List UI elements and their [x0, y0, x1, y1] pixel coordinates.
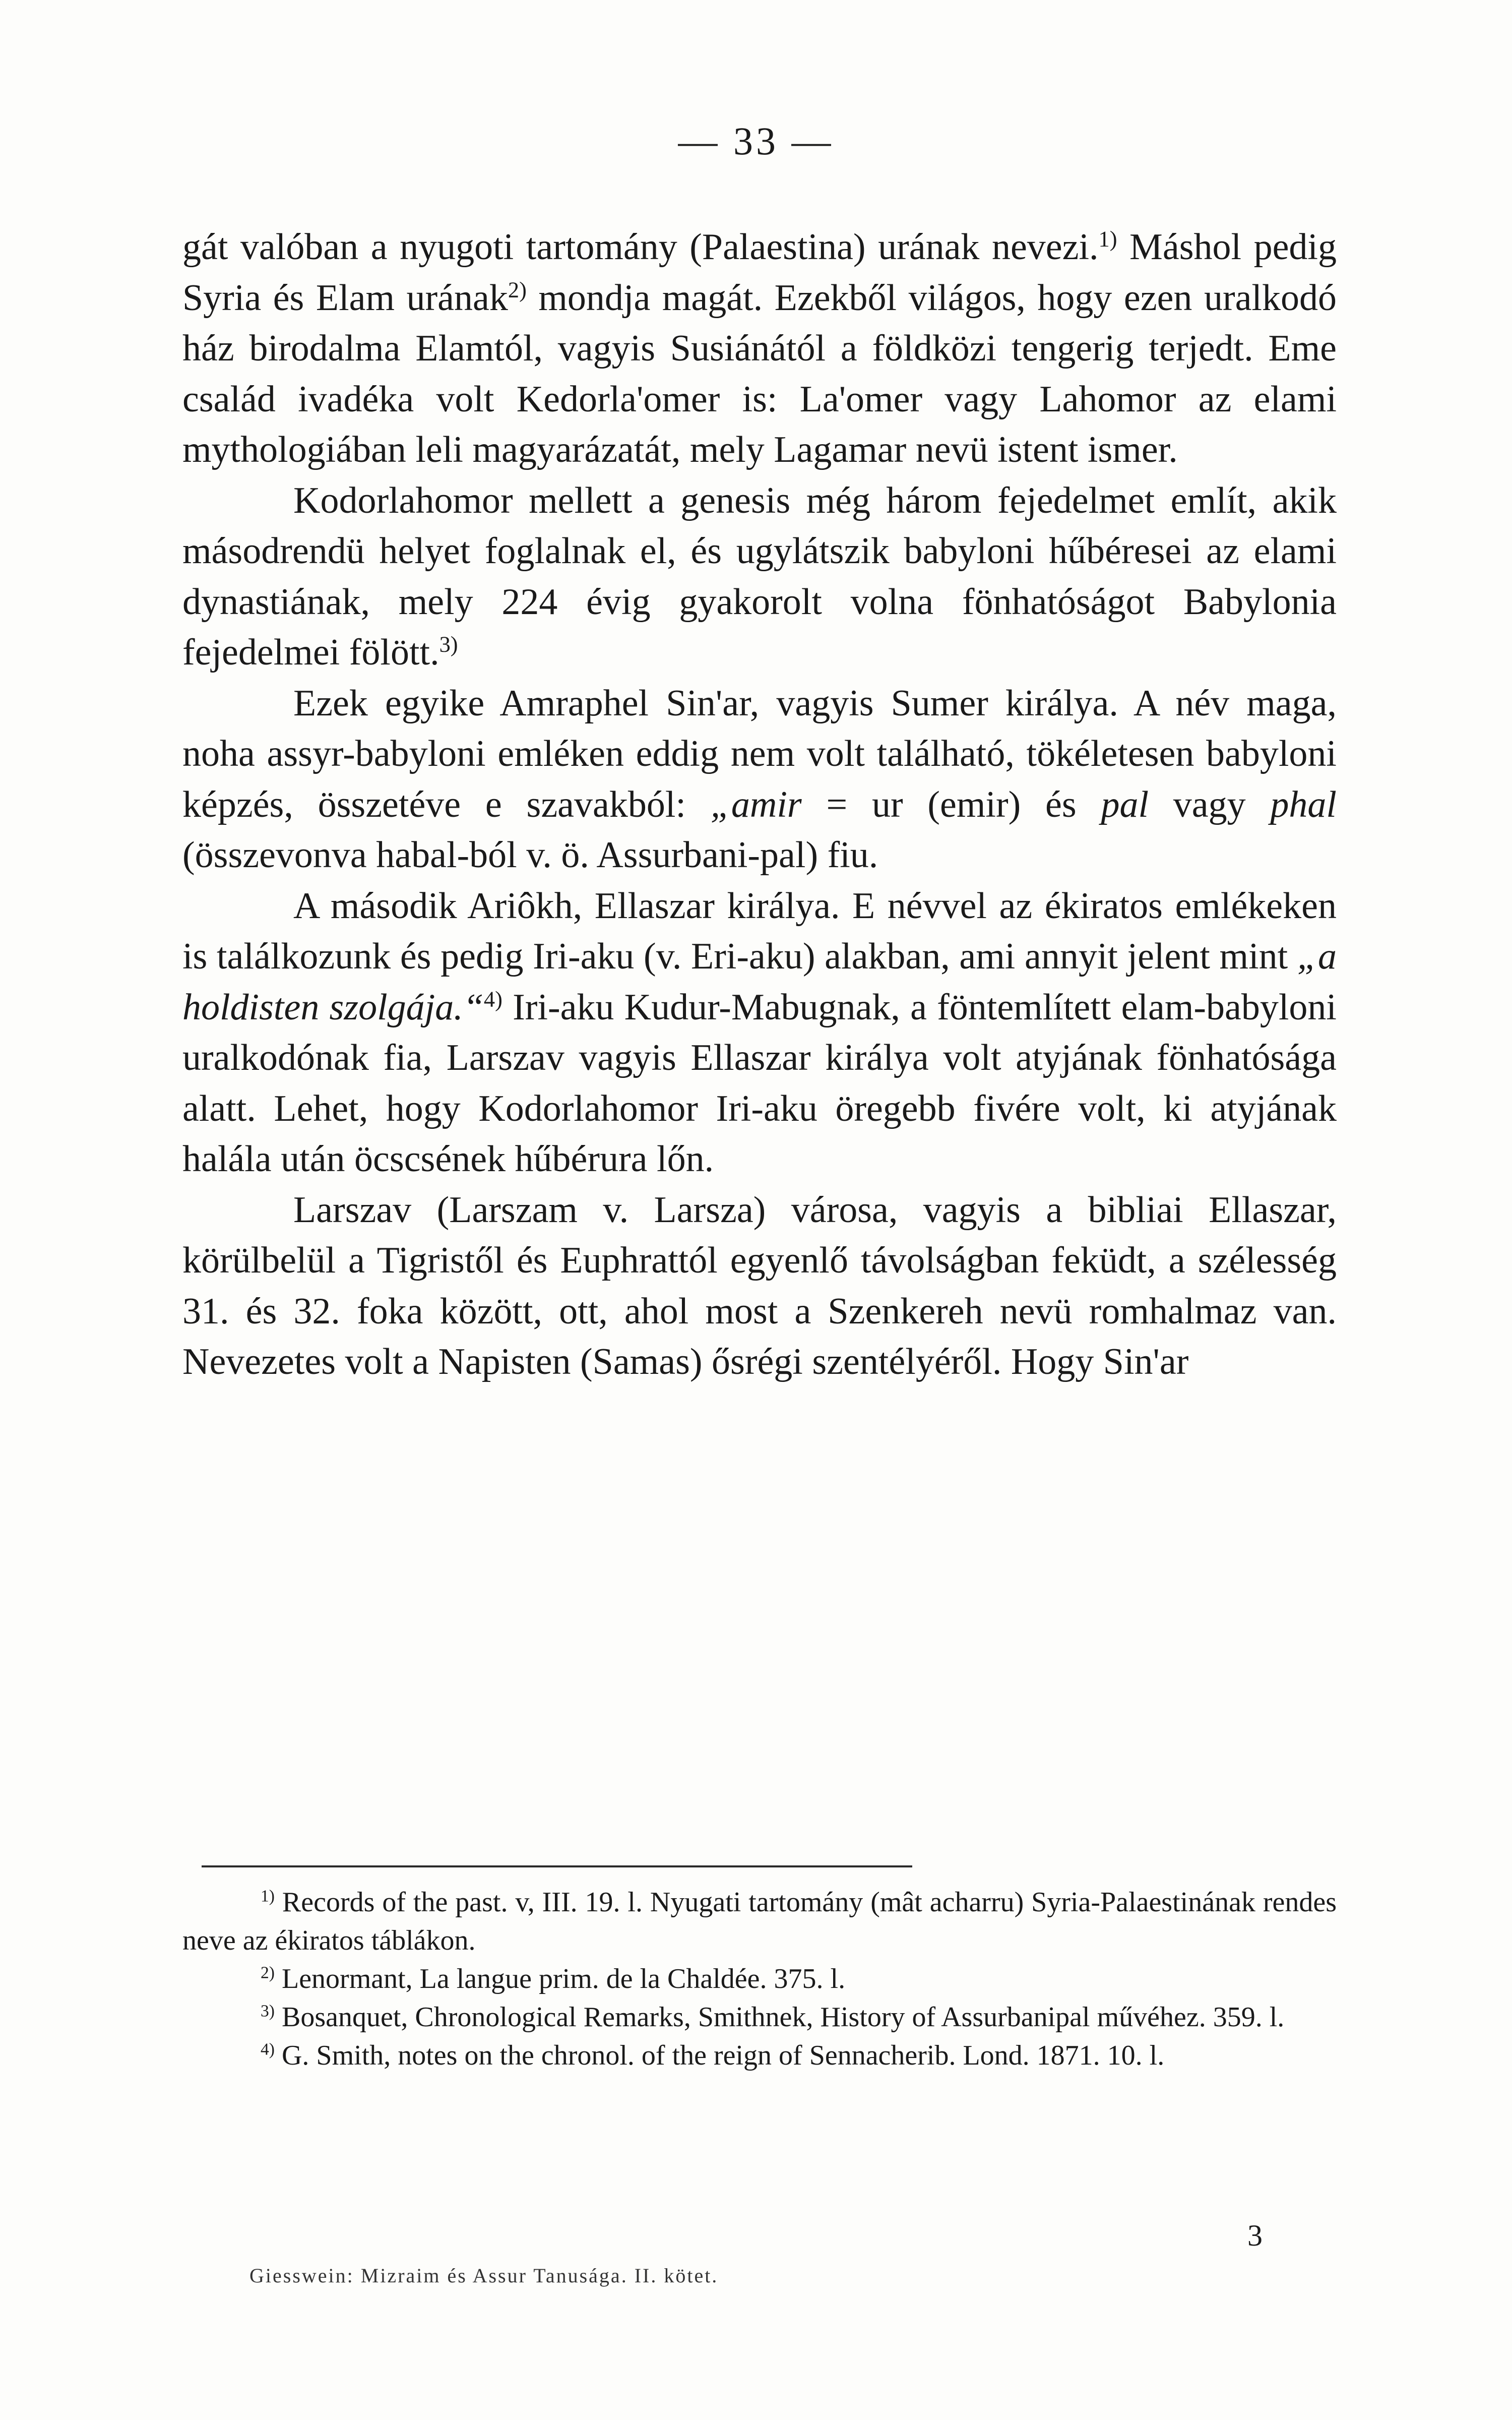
footnote-3-text: Bosanquet, Chronological Remarks, Smithnek, History of Assurbanipal művéhez. 359. l.	[274, 2002, 1285, 2033]
body-text	[182, 222, 1337, 1387]
paragraph-1-text-c: mondja magát. Ezekből világos, hogy ezen uralkodó ház birodalma Elamtól, vagyis Susiánától a földközi tengerig terjedt. Eme család ivadéka volt Kedorla'omer is: La'omer vagy Lahomor az elami mythologiában leli magyarázatát, mely Lagamar nevü istent ismer.	[182, 277, 1337, 470]
paragraph-2	[182, 475, 1337, 678]
paragraph-1	[182, 222, 1337, 475]
footnote-ref-4: 4)	[483, 986, 502, 1011]
paragraph-2-text-a: Kodorlahomor mellett a genesis még három fejedelmet említ, akik másodrendü helyet foglalnak el, és ugylátszik babyloni hűbéresei az elami dynastiának, mely 224 évig gyakorolt volna fönhatóságot Babylonia fejedelmei fölött.	[182, 479, 1337, 673]
footnote-2-text: Lenormant, La langue prim. de la Chaldée. 375. l.	[274, 1963, 846, 1994]
paragraph-4-text-a: A második Ariôkh, Ellaszar királya. E névvel az ékiratos emlékeken is találkozunk és pedig Iri-aku (v. Eri-aku) alakban, ami annyit jelent mint	[182, 885, 1337, 977]
footnote-ref-3: 3)	[439, 631, 458, 657]
paragraph-3-italic-phal: phal	[1270, 783, 1337, 825]
paragraph-5	[182, 1185, 1337, 1387]
printer-signature-number: 3	[1247, 2219, 1263, 2252]
paragraph-4-text-b: Iri-aku Kudur-Mabugnak, a föntemlített elam-babyloni uralkodónak fia, Larszav vagyis Ellaszar királya volt atyjának fönhatósága alatt. Lehet, hogy Kodorlahomor Iri-aku öregebb fivére volt, ki atyjának halála után öcscsének hűbérura lőn.	[182, 986, 1337, 1180]
footnote-separator	[202, 1865, 912, 1867]
paragraph-3-text-a: Ezek egyike Amraphel Sin'ar, vagyis Sumer királya. A név maga, noha assyr-babyloni emléken eddig nem volt található, tökéletesen babyloni képzés, összetéve e szavakból:	[182, 682, 1337, 825]
paragraph-4-italic-quote: „a holdisten szolgája.“	[182, 936, 1337, 1028]
paragraph-4	[182, 881, 1337, 1185]
footnote-4	[182, 2036, 1337, 2075]
printer-signature-line: Giesswein: Mizraim és Assur Tanusága. II. kötet.	[249, 2264, 719, 2287]
footnote-2-mark: 2)	[261, 1963, 275, 1982]
paragraph-1-text-a: gát valóban a nyugoti tartomány (Palaestina) urának nevezi.	[182, 226, 1099, 268]
paragraph-3-italic-amir: „amir	[710, 783, 802, 825]
footnote-1-mark: 1)	[261, 1887, 275, 1906]
paragraph-3-text-b: = ur (emir) és	[801, 783, 1101, 825]
page-number: — 33 —	[678, 119, 834, 163]
paragraph-3-text-c: vagy	[1149, 783, 1271, 825]
paragraph-3-text-d: (összevonva habal-ból v. ö. Assurbani-pal) fiu.	[182, 834, 878, 876]
paragraph-5-text-a: Larszav (Larszam v. Larsza) városa, vagyis a bibliai Ellaszar, körülbelül a Tigristől és Euphrattól egyenlő távolságban feküdt, a szélesség 31. és 32. foka között, ott, ahol most a Szenkereh nevü romhalmaz van. Nevezetes volt a Napisten (Samas) ősrégi szentélyéről. Hogy Sin'ar	[182, 1189, 1337, 1382]
footnote-2	[182, 1960, 1337, 1998]
footnote-1	[182, 1883, 1337, 1960]
footnote-1-text: Records of the past. v, III. 19. l. Nyugati tartomány (mât acharru) Syria-Palaestinának rendes neve az ékiratos táblákon.	[182, 1887, 1337, 1956]
paragraph-3-italic-pal: pal	[1101, 783, 1149, 825]
footnote-ref-2: 2)	[508, 276, 527, 302]
footnote-ref-1: 1)	[1098, 226, 1117, 252]
footnote-4-mark: 4)	[261, 2040, 275, 2059]
footnote-4-text: G. Smith, notes on the chronol. of the reign of Sennacherib. Lond. 1871. 10. l.	[274, 2040, 1165, 2071]
footnotes	[182, 1883, 1337, 2075]
footnote-3	[182, 1998, 1337, 2036]
paragraph-1-text-b: Máshol pedig Syria és Elam urának	[182, 226, 1337, 319]
footnote-3-mark: 3)	[261, 2002, 275, 2021]
paragraph-3	[182, 678, 1337, 881]
